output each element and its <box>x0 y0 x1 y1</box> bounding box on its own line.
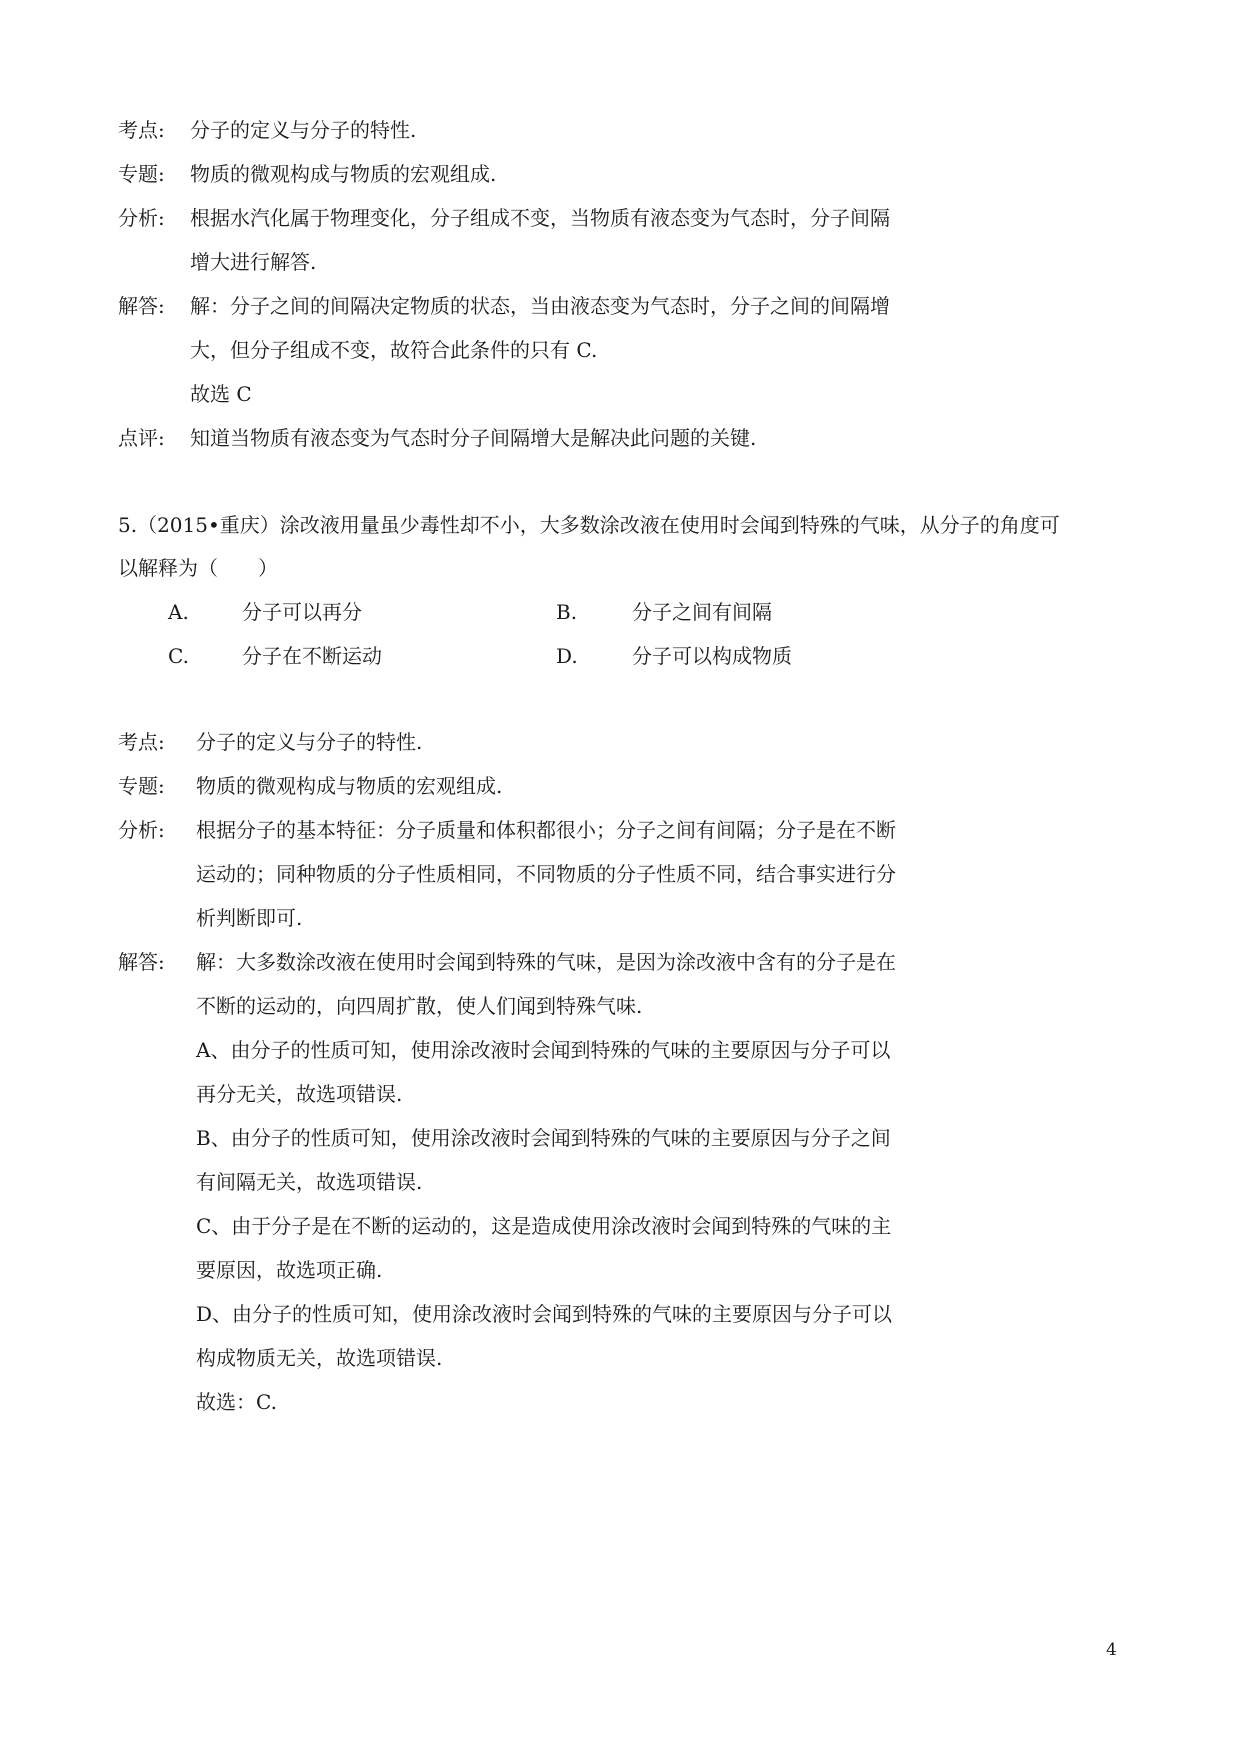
jieda-label-1: 解答: <box>118 294 165 318</box>
jieda-line-2-3: A、由分子的性质可知，使用涂改液时会闻到特殊的气味的主要原因与分子可以 <box>196 1038 891 1062</box>
kaodian-label-2: 考点: <box>118 730 165 754</box>
jieda-line-1-1: 解：分子之间的间隔决定物质的状态，当由液态变为气态时，分子之间的间隔增 <box>190 294 890 318</box>
option-a-letter: A. <box>168 600 189 624</box>
jieda-line-2-8: 要原因，故选项正确. <box>196 1258 383 1282</box>
zhuanti-label-1: 专题: <box>118 162 165 186</box>
fenxi-line-2-3: 析判断即可. <box>196 906 303 930</box>
option-a-text: 分子可以再分 <box>242 600 362 624</box>
zhuanti-text-2: 物质的微观构成与物质的宏观组成. <box>196 774 503 798</box>
jieda-line-2-2: 不断的运动的，向四周扩散，使人们闻到特殊气味. <box>196 994 643 1018</box>
zhuanti-label-2: 专题: <box>118 774 165 798</box>
zhuanti-text-1: 物质的微观构成与物质的宏观组成. <box>190 162 497 186</box>
option-b-text: 分子之间有间隔 <box>632 600 772 624</box>
dianping-label-1: 点评: <box>118 426 165 450</box>
option-c-letter: C. <box>168 644 189 668</box>
jieda-line-2-7: C、由于分子是在不断的运动的，这是造成使用涂改液时会闻到特殊的气味的主 <box>196 1214 892 1238</box>
option-d-text: 分子可以构成物质 <box>632 644 792 668</box>
kaodian-text-2: 分子的定义与分子的特性. <box>196 730 423 754</box>
fenxi-line-1-2: 增大进行解答. <box>190 250 317 274</box>
fenxi-line-2-1: 根据分子的基本特征：分子质量和体积都很小；分子之间有间隔；分子是在不断 <box>196 818 896 842</box>
jieda-line-2-11: 故选：C. <box>196 1390 277 1414</box>
jieda-line-1-2: 大，但分子组成不变，故符合此条件的只有 C. <box>190 338 598 362</box>
fenxi-label-1: 分析: <box>118 206 165 230</box>
jieda-line-2-1: 解：大多数涂改液在使用时会闻到特殊的气味，是因为涂改液中含有的分子是在 <box>196 950 896 974</box>
jieda-line-2-4: 再分无关，故选项错误. <box>196 1082 403 1106</box>
dianping-text-1: 知道当物质有液态变为气态时分子间隔增大是解决此问题的关键. <box>190 426 757 450</box>
option-d-letter: D. <box>556 644 578 668</box>
option-c-text: 分子在不断运动 <box>242 644 382 668</box>
kaodian-label-1: 考点: <box>118 118 165 142</box>
page-number: 4 <box>1106 1640 1117 1660</box>
kaodian-text-1: 分子的定义与分子的特性. <box>190 118 417 142</box>
question-stem-line-2: 以解释为（ ） <box>118 556 278 580</box>
jieda-label-2: 解答: <box>118 950 165 974</box>
fenxi-line-1-1: 根据水汽化属于物理变化，分子组成不变，当物质有液态变为气态时，分子间隔 <box>190 206 890 230</box>
jieda-line-2-9: D、由分子的性质可知，使用涂改液时会闻到特殊的气味的主要原因与分子可以 <box>196 1302 893 1326</box>
question-stem-line-1: 5.（2015•重庆）涂改液用量虽少毒性却不小，大多数涂改液在使用时会闻到特殊的气味，从分子的角度可 <box>118 513 1060 537</box>
option-b-letter: B. <box>556 600 578 624</box>
jieda-line-2-10: 构成物质无关，故选项错误. <box>196 1346 443 1370</box>
jieda-line-2-5: B、由分子的性质可知，使用涂改液时会闻到特殊的气味的主要原因与分子之间 <box>196 1126 891 1150</box>
jieda-line-2-6: 有间隔无关，故选项错误. <box>196 1170 423 1194</box>
jieda-line-1-3: 故选 C <box>190 382 252 406</box>
fenxi-label-2: 分析: <box>118 818 165 842</box>
fenxi-line-2-2: 运动的；同种物质的分子性质相同，不同物质的分子性质不同，结合事实进行分 <box>196 862 896 886</box>
